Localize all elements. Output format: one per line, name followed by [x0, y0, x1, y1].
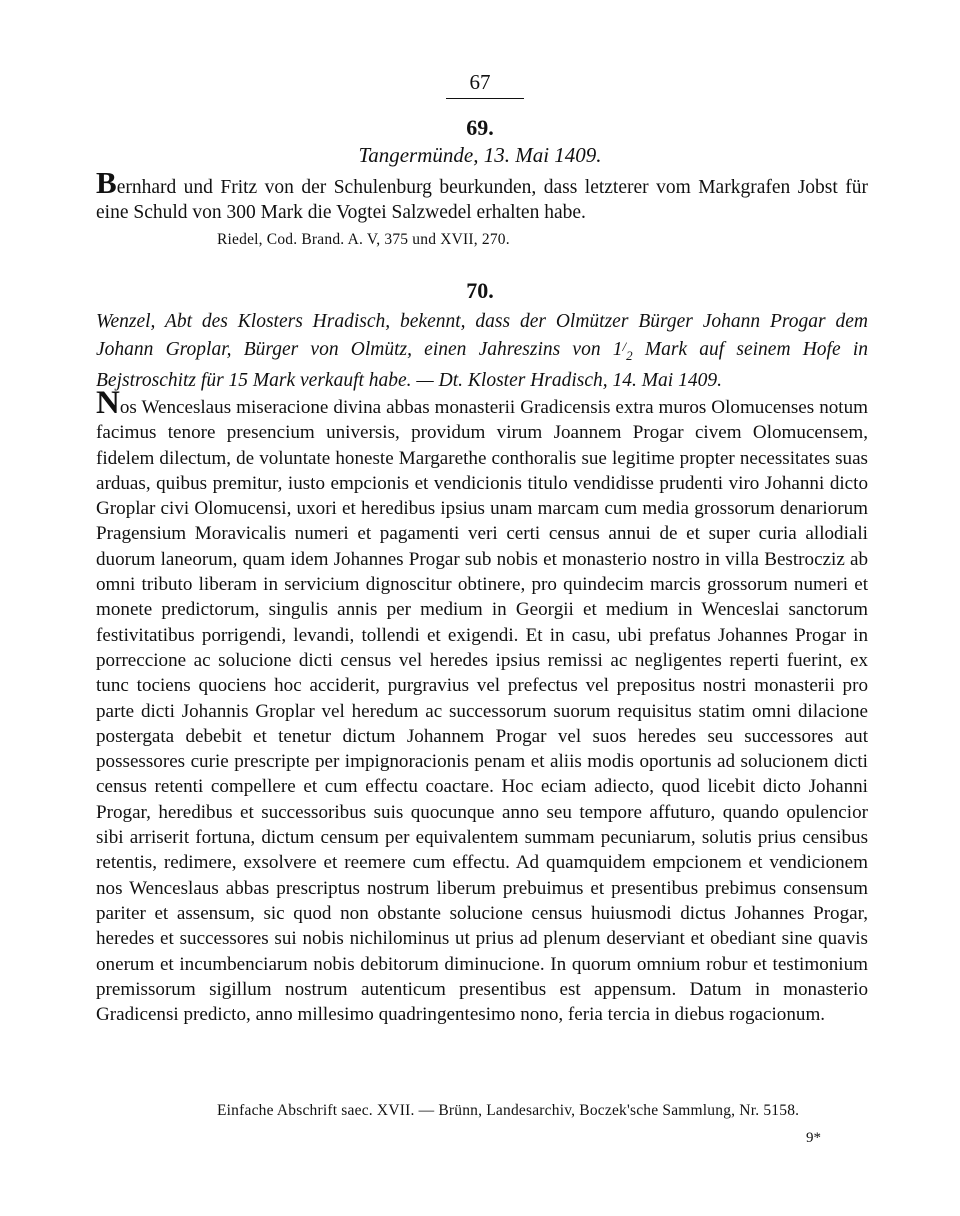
doc-69-number: 69.	[466, 115, 494, 140]
doc-69-summary	[96, 165, 868, 225]
page-number-rule	[446, 98, 524, 99]
doc-70-initial: N	[96, 385, 120, 421]
doc-70-text-body: os Wenceslaus miseracione divina abbas monasterii Gradicensis extra muros Olomucenses notum facimus tenore presencium universis, providum virum Joannem Progar civem Olomucensem, fidelem dilectum, de voluntate honeste Margarethe conthoralis sue legitime propter necessitates suas arduas, quibus premitur, iusto empcionis et vendicionis titulo vendidisse prudenti viro Johanni dicto Groplar civi Olomucensi, uxori et heredibus ipsius unam marcam cum media grossorum denariorum Pragensium Moravicalis numeri et pagamenti veri certi census annui de et super curia allodiali duorum laneorum, quam idem Johannes Progar sub nobis et monasterio nostro in villa Bestrocziz ab omni tributo liberam in servicium dignoscitur obtinere, pro quindecim marcis grossorum numeri et monete predictorum, singulis annis per medium in Georgii et medium in Wenceslai sanctorum festivitatibus porrigendi, levandi, tollendi et exigendi. Et in casu, ubi prefatus Johannes Progar in porreccione ac solucione dicti census vel heredes ipsius remissi ac negligentes reperti fuerint, ex tunc tociens quociens hoc acciderit, purgravius vel prefectus vel prepositus nostri monasterii pro parte dicti Johannis Groplar vel heredum ac successorum suorum requisitus statim omni dilacione postergata debebit et tenetur dictum Johannem Progar vel suos heredes seu successores aut possessores curie prescripte per impignoracionis penam et aliis modis oportunis ad solucionem dicti census retenti compellere et cum effectu coactare. Hoc eciam adiecto, quod licebit dicto Johanni Progar, heredibus et successoribus suis quocunque anno seu tempore affuturo, quando opulencior sibi arriserit fortuna, dictum censum per equivalentem summam pecuniarum, solutis prius censibus retentis, redimere, exsolvere et reemere cum effectu. Ad quamquidem empcionem et vendicionem nos Wenceslaus abbas prescriptus nostrum liberum prebuimus et presentibus prebimus consensum pariter et assensum, sic quod non obstante solucione census huiusmodi dictus Johannes Progar, heredes et successores sui nobis nichilominus ut prius ad plenum deserviant et obediant sine quavis onerum et incumbenciarum nobis debitorum diminucione. In quorum omnium robur et testimonium premissorum sigillum nostrum autenticum presentibus est appensum. Datum in monasterio Gradicensi predicto, anno millesimo quadringentesimo nono, feria tercia in diebus rogacionum.	[96, 397, 868, 1026]
doc-70-summary-after: Mark auf seinem Hofe in Bejstroschitz für 15 Mark verkauft habe. — Dt. Kloster Hradisch, 14. Mai 1409.	[96, 339, 868, 391]
doc-70-summary: Wenzel, Abt des Klosters Hradisch, bekennt, dass der Olmützer Bürger Johann Progar dem Johann Groplar, Bürger von Olmütz, einen Jahreszins von $1^/_2$ Mark auf seinem Hofe in Bejstroschitz für 15 Mark verkauft habe. — Dt. Kloster Hradisch, 14. Mai 1409.	[96, 311, 868, 391]
page-number: 67	[469, 70, 491, 94]
doc-69-initial: B	[96, 165, 117, 200]
doc-70-fraction-denominator: 2	[626, 347, 633, 363]
doc-69-source: Riedel, Cod. Brand. A. V, 375 und XVII, 270.	[217, 231, 510, 248]
doc-70-source: Einfache Abschrift saec. XVII. — Brünn, Landesarchiv, Boczek'sche Sammlung, Nr. 5158.	[217, 1102, 800, 1119]
sheet-signature: 9*	[806, 1130, 821, 1146]
doc-69-summary-text: ernhard und Fritz von der Schulenburg beurkunden, dass letzterer vom Markgrafen Jobst für eine Schuld von 300 Mark die Vogtei Salzwedel erhalten habe.	[96, 177, 868, 223]
doc-70-text	[96, 385, 868, 1027]
doc-70-number: 70.	[466, 278, 494, 303]
doc-70-summary-before: Wenzel, Abt des Klosters Hradisch, bekennt, dass der Olmützer Bürger Johann Progar dem Johann Groplar, Bürger von Olmütz, einen Jahreszins von 1	[96, 311, 868, 360]
doc-69-place-date: Tangermünde, 13. Mai 1409.	[358, 143, 602, 167]
